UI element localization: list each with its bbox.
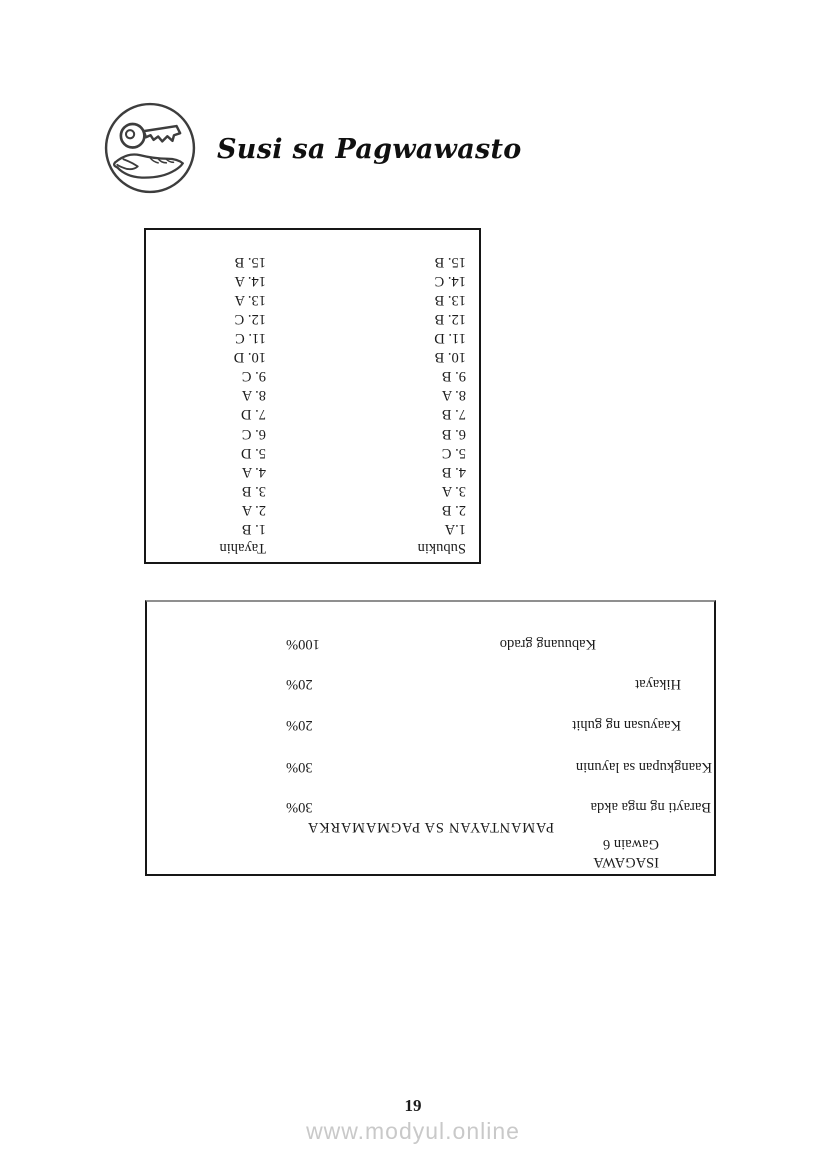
answer-item: 3. A — [441, 482, 466, 499]
criterion-value: 20% — [286, 676, 313, 692]
answer-item: 4. A — [241, 463, 266, 480]
rubric-row — [147, 675, 714, 692]
rubric-row — [147, 758, 714, 775]
rubric-row — [147, 798, 714, 815]
rubric-rotated-content — [147, 602, 714, 874]
answer-item: 2. A — [241, 501, 266, 518]
answer-item: 10. D — [233, 349, 266, 366]
rubric-table-title: PAMANTAYAN SA PAGMAMARKA — [307, 819, 554, 835]
criterion-label: Kaangkupan sa layunin — [575, 759, 712, 775]
activity-label: Gawain 6 — [603, 836, 659, 852]
answer-item: 5. D — [241, 444, 266, 461]
subukin-answer-list — [434, 252, 466, 538]
column-header-tayahin: Tayahin — [219, 540, 266, 556]
answer-item: 15. B — [234, 253, 266, 270]
answer-key-rotated-content — [146, 230, 479, 562]
answer-item: 14. C — [434, 272, 466, 289]
page-title: Susi sa Pagwawasto — [217, 134, 522, 165]
answer-key-box — [144, 228, 481, 564]
criterion-label: Kaayusan ng guhit — [572, 717, 681, 733]
answer-item: 7. B — [441, 406, 466, 423]
answer-item: 9. B — [441, 368, 466, 385]
rubric-row — [147, 716, 714, 733]
criterion-label: Hikayat — [635, 676, 681, 692]
criterion-value: 30% — [286, 759, 313, 775]
watermark: www.modyul.online — [306, 1118, 520, 1144]
answer-item: 13. A — [234, 291, 266, 308]
answer-item: 12. B — [434, 310, 466, 327]
answer-item: 3. B — [241, 482, 266, 499]
answer-item: 1. B — [241, 521, 266, 537]
answer-item: 8. A — [241, 387, 266, 404]
answer-item: 15. B — [434, 253, 466, 270]
answer-item: 9. C — [241, 368, 266, 385]
answer-item: 11. D — [434, 330, 466, 347]
answer-item: 5. C — [441, 444, 466, 461]
answer-item: 12. C — [234, 310, 266, 327]
answer-item: 6. B — [441, 425, 466, 442]
answer-item: 4. B — [441, 463, 466, 480]
page-number: 19 — [404, 1096, 422, 1115]
answer-item: 2. B — [441, 501, 466, 518]
section-heading: ISAGAWA — [593, 854, 659, 870]
answer-item: 6. C — [241, 425, 266, 442]
answer-item: 13. B — [434, 291, 466, 308]
rubric-box — [145, 600, 716, 876]
criterion-value: 100% — [286, 636, 320, 652]
answer-item: 8. A — [441, 387, 466, 404]
answer-item: 11. C — [235, 330, 266, 347]
column-header-subukin: Subukin — [417, 540, 466, 556]
answer-item: 7. D — [241, 406, 266, 423]
answer-item: 10. B — [434, 349, 466, 366]
answer-item: 1.A — [444, 521, 466, 537]
criterion-value: 20% — [286, 717, 313, 733]
answer-item: 14. A — [234, 272, 266, 289]
criterion-label: Barayti ng mga akda — [590, 799, 711, 815]
criterion-value: 30% — [286, 799, 313, 815]
rubric-row — [147, 635, 714, 652]
key-in-hand-icon — [103, 101, 197, 195]
tayahin-answer-list — [234, 252, 266, 538]
criterion-label: Kabuuang grado — [499, 636, 596, 652]
